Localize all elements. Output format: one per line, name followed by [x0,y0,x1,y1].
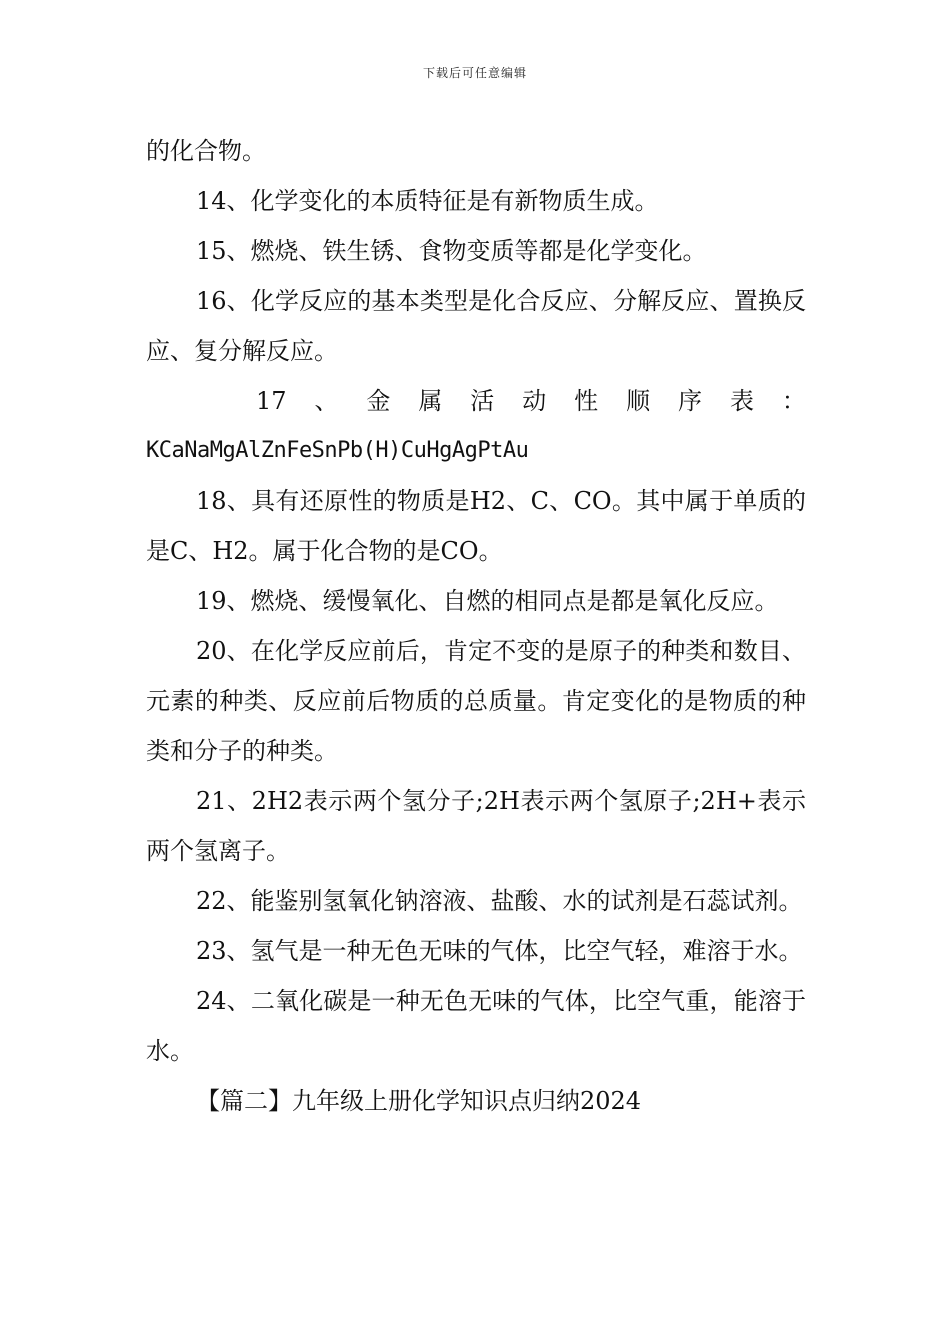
p17-part: 性 [574,387,599,415]
p17-part: 表 [729,387,754,415]
p17-part: 属 [418,387,443,415]
metal-activity-series: KCaNaMgAlZnFeSnPb(H)CuHgAgPtAu [146,438,529,463]
p17-part: 动 [522,387,547,415]
paragraph-21: 21、2H2表示两个氢分子;2H表示两个氢原子;2H+表示两个氢离子。 [146,787,806,865]
paragraph-16: 16、化学反应的基本类型是化合反应、分解反应、置换反应、复分解反应。 [146,287,806,365]
paragraph-14: 14、化学变化的本质特征是有新物质生成。 [196,187,659,215]
p17-part: ： [781,387,806,415]
section-title: 【篇二】九年级上册化学知识点归纳2024 [196,1087,642,1115]
paragraph-20: 20、在化学反应前后，肯定不变的是原子的种类和数目、元素的种类、反应前后物质的总质量。肯定变化的是物质的种类和分子的种类。 [146,637,806,765]
paragraph-18: 18、具有还原性的物质是H2、C、CO。其中属于单质的是C、H2。属于化合物的是CO。 [146,487,806,565]
p17-part: 活 [470,387,495,415]
p17-part: 顺 [626,387,651,415]
document-body [146,126,806,1126]
paragraph-17-heading [146,376,806,426]
paragraph-24: 24、二氧化碳是一种无色无味的气体，比空气重，能溶于水。 [146,987,806,1065]
page-header: 下载后可任意编辑 [422,66,527,80]
paragraph-15: 15、燃烧、铁生锈、食物变质等都是化学变化。 [196,237,707,265]
p17-part: 、 [314,387,339,415]
paragraph-22: 22、能鉴别氢氧化钠溶液、盐酸、水的试剂是石蕊试剂。 [196,887,803,915]
paragraph-19: 19、燃烧、缓慢氧化、自燃的相同点是都是氧化反应。 [196,587,779,615]
p17-part: 金 [366,387,391,415]
p17-part: 序 [678,387,703,415]
paragraph-intro: 的化合物。 [146,137,266,165]
paragraph-23: 23、氢气是一种无色无味的气体，比空气轻，难溶于水。 [196,937,803,965]
p17-part: 17 [256,387,287,415]
